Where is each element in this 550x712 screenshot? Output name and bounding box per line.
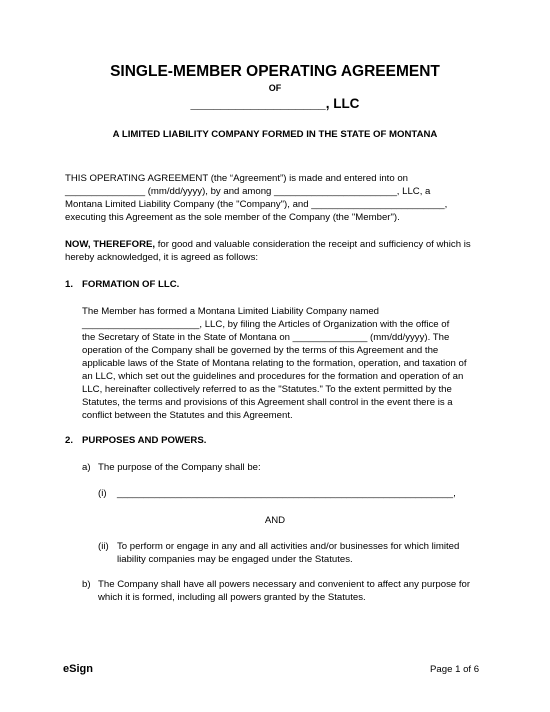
section-2-number: 2. xyxy=(65,435,74,446)
therefore-bold: NOW, THEREFORE, xyxy=(65,239,156,250)
therefore-line-1 xyxy=(65,238,471,251)
item-ii-label: (ii) xyxy=(98,541,109,552)
llc-name-line: __________________, LLC xyxy=(190,96,360,111)
section-2a-label: a) xyxy=(82,462,91,473)
title-of: OF xyxy=(268,83,282,93)
esign-logo: eSign xyxy=(63,663,93,675)
intro-line-4: executing this Agreement as the sole member of the Company (the "Member"). xyxy=(65,212,400,223)
section-2b-line-1: The Company shall have all powers necessary and convenient to affect any purpose for xyxy=(98,579,471,590)
page-number: Page 1 of 6 xyxy=(430,664,480,675)
therefore-line-2: hereby acknowledged, it is agreed as follows: xyxy=(65,252,259,263)
section-1-line-3: the Secretary of State in the State of Montana on ______________ (mm/dd/yyyy). The xyxy=(82,332,450,343)
section-1-line-7: LLC, hereinafter collectively referred to as the "Statutes." To the extent permitted by the xyxy=(82,384,452,395)
section-1-heading: FORMATION OF LLC. xyxy=(82,279,180,290)
item-ii-line-1: To perform or engage in any and all activities and/or businesses for which limited xyxy=(117,541,460,552)
section-1-line-1: The Member has formed a Montana Limited Liability Company named xyxy=(82,306,380,317)
item-i-blank-line: _______________________________________________________________, xyxy=(117,488,456,499)
section-2a-text: The purpose of the Company shall be: xyxy=(98,462,261,473)
therefore-rest: for good and valuable consideration the receipt and sufficiency of which is xyxy=(155,239,471,250)
item-ii-line-2: liability companies may be engaged under the Statutes. xyxy=(117,554,353,565)
section-2b-label: b) xyxy=(82,579,91,590)
intro-line-1: THIS OPERATING AGREEMENT (the “Agreement”) is made and entered into on xyxy=(65,173,409,184)
item-i-label: (i) xyxy=(98,488,107,499)
section-1-number: 1. xyxy=(65,279,74,290)
section-1-line-8: Statutes, the terms and provisions of this Agreement shall control in the event there is a xyxy=(82,397,453,408)
intro-line-2: _______________ (mm/dd/yyyy), by and among _______________________, LLC, a xyxy=(65,186,431,197)
document-subtitle: A LIMITED LIABILITY COMPANY FORMED IN THE STATE OF MONTANA xyxy=(112,129,438,140)
section-2-heading: PURPOSES AND POWERS. xyxy=(82,435,207,446)
section-1-line-2: ______________________, LLC, by filing the Articles of Organization with the office of xyxy=(82,319,450,330)
document-title: SINGLE-MEMBER OPERATING AGREEMENT xyxy=(110,63,440,80)
section-1-line-4: operation of the Company shall be governed by the terms of this Agreement and the xyxy=(82,345,439,356)
and-connector: AND xyxy=(264,515,286,526)
section-1-line-6: an LLC, which set out the guidelines and procedures for the formation and operation of an xyxy=(82,371,464,382)
section-1-line-5: applicable laws of the State of Montana relating to the formation, operation, and taxation of xyxy=(82,358,467,369)
section-1-line-9: conflict between the Statutes and this Agreement. xyxy=(82,410,293,421)
section-2b-line-2: which it is formed, including all powers granted by the Statutes. xyxy=(98,592,366,603)
intro-line-3: Montana Limited Liability Company (the "Company"), and _________________________, xyxy=(65,199,448,210)
